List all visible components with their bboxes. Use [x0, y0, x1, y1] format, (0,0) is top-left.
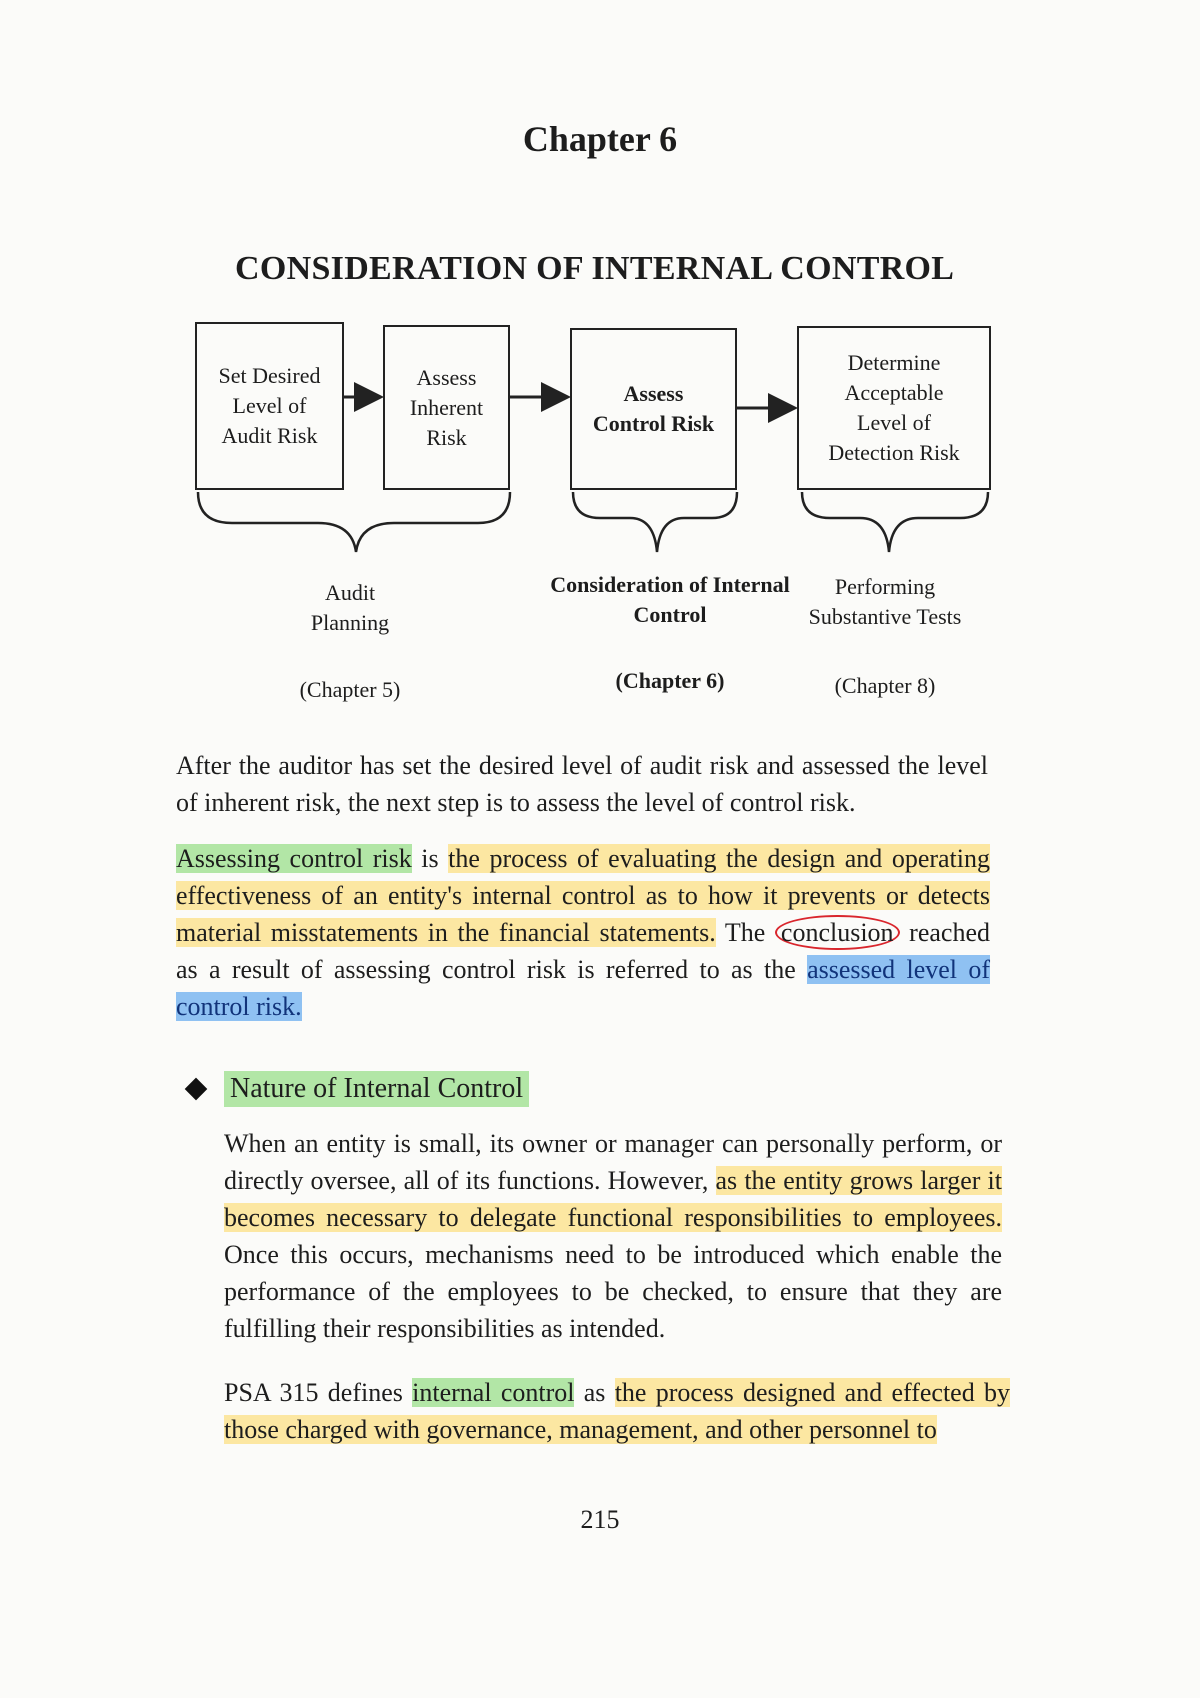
brace-substantive [802, 492, 988, 552]
box-assess-control-risk: Assess Control Risk [570, 328, 737, 490]
label-performing-substantive-tests: Performing Substantive Tests [808, 574, 962, 629]
section-title: CONSIDERATION OF INTERNAL CONTROL [235, 250, 955, 287]
label-audit-planning: Audit Planning [310, 580, 390, 635]
highlight-term-assessing-control-risk: Assessing control risk [176, 844, 412, 873]
paragraph-nature: When an entity is small, its owner or manager can personally perform, or directly oversee, all of its functions. However, as the entity grows larger it becomes necessary to delegate functional responsibilities to employees. Once this occurs, mechanisms need to be introduced which enable the performance of the employees to be checked, to ensure that they are fulfilling their responsibilities as intended. [224, 1129, 1002, 1343]
box-determine-detection-risk: Determine Acceptable Level of Detection Risk [797, 326, 991, 490]
brace-audit-planning [198, 492, 510, 552]
label-chapter-8: (Chapter 8) [834, 673, 936, 698]
subheading-row [182, 1068, 529, 1110]
highlight-term-internal-control: internal control [412, 1378, 575, 1407]
box-assess-inherent-risk: Assess Inherent Risk [383, 325, 510, 490]
circled-word-conclusion: conclusion [775, 915, 900, 950]
paragraph-intro: After the auditor has set the desired level of audit risk and assessed the level of inherent risk, the next step is to assess the level of control risk. [176, 751, 988, 817]
paragraph-assessing-control-risk: Assessing control risk is the process of evaluating the design and operating effectiveness of an entity's internal control as to how it prevents or detects material misstatements in the financial statements. The conclusion reached as a result of assessing control risk is referred to as the assessed level of control risk. [176, 844, 990, 1021]
box-set-desired-audit-risk: Set Desired Level of Audit Risk [195, 322, 344, 490]
diamond-bullet-icon [185, 1078, 208, 1101]
brace-consideration [573, 492, 737, 552]
subheading-nature-of-internal-control: Nature of Internal Control [224, 1071, 529, 1107]
paragraph-psa-315: PSA 315 defines internal control as the process designed and effected by those charged with governance, management, and other personnel to [224, 1378, 1010, 1444]
highlight-psa-definition: the process designed and effected by those charged with governance, management, and other personnel to [224, 1378, 1010, 1444]
label-consideration-internal-control: Consideration of Internal Control [550, 572, 790, 627]
label-chapter-6: (Chapter 6) [615, 668, 725, 693]
highlight-entity-grows: as the entity grows larger it becomes necessary to delegate functional responsibilities to employees. [224, 1166, 1002, 1232]
page-number: 215 [580, 1505, 620, 1534]
highlight-assessed-level: assessed level of control risk. [176, 955, 990, 1021]
highlight-definition: the process of evaluating the design and operating effectiveness of an entity's internal control as to how it prevents or detects material misstatements in the financial statements. [176, 844, 990, 947]
chapter-title: Chapter 6 [522, 119, 678, 159]
label-chapter-5: (Chapter 5) [299, 677, 401, 702]
